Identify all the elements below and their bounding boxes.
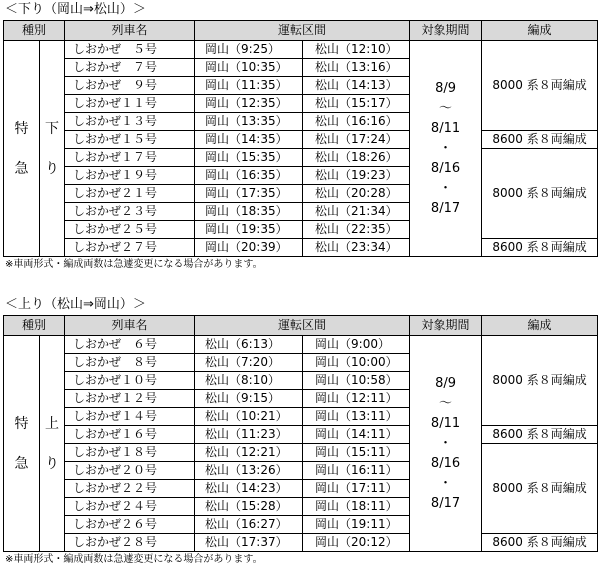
train-name: しおかぜ１０号: [65, 372, 195, 390]
arrival: 岡山（12:11）: [303, 390, 410, 408]
train-name: しおかぜ１３号: [65, 113, 195, 131]
departure: 岡山（13:35）: [195, 113, 303, 131]
departure: 松山（9:15）: [195, 390, 303, 408]
section-up: [3, 295, 597, 568]
train-name: しおかぜ１９号: [65, 167, 195, 185]
period-line: 8/11: [430, 415, 461, 431]
direction-cell: [40, 41, 65, 257]
train-name: しおかぜ２８号: [65, 534, 195, 552]
departure: 岡山（18:35）: [195, 203, 303, 221]
arrival: 岡山（9:00）: [303, 336, 410, 354]
departure: 岡山（14:35）: [195, 131, 303, 149]
section-title: ＜上り（松山⇒岡山）＞: [5, 297, 146, 312]
header-period: 対象期間: [410, 21, 482, 41]
period-line: ・: [439, 435, 453, 451]
departure: 松山（14:23）: [195, 480, 303, 498]
formation-cell: 8600 系８両編成: [482, 534, 598, 552]
train-name: しおかぜ１８号: [65, 444, 195, 462]
departure: 岡山（16:35）: [195, 167, 303, 185]
arrival: 岡山（17:11）: [303, 480, 410, 498]
footnote: ※車両形式・編成両数は急遽変更になる場合があります。: [5, 259, 263, 270]
header-category: 種別: [4, 316, 65, 336]
arrival: 松山（18:26）: [303, 149, 410, 167]
formation-cell: 8600 系８両編成: [482, 239, 598, 257]
section-down: [3, 0, 597, 273]
arrival: 松山（21:34）: [303, 203, 410, 221]
arrival: 松山（12:10）: [303, 41, 410, 59]
period-line: 8/16: [430, 160, 461, 176]
period-line: ～: [439, 100, 453, 116]
table-row: [4, 336, 598, 354]
arrival: 岡山（20:12）: [303, 534, 410, 552]
direction-char: 上: [45, 415, 59, 432]
period-line: ・: [439, 180, 453, 196]
arrival: 岡山（16:11）: [303, 462, 410, 480]
train-name: しおかぜ２７号: [65, 239, 195, 257]
departure: 松山（11:23）: [195, 426, 303, 444]
arrival: 岡山（15:11）: [303, 444, 410, 462]
header-train-name: 列車名: [65, 316, 195, 336]
header-section: 運転区間: [195, 21, 410, 41]
category-char: 急: [14, 160, 29, 177]
departure: 松山（10:21）: [195, 408, 303, 426]
period-line: 8/9: [435, 80, 456, 96]
formation-cell: 8600 系８両編成: [482, 131, 598, 149]
period-line: 8/16: [430, 455, 461, 471]
period-cell: [410, 336, 482, 552]
train-name: しおかぜ２６号: [65, 516, 195, 534]
footnote: ※車両形式・編成両数は急遽変更になる場合があります。: [5, 554, 263, 565]
table-row: [4, 239, 598, 257]
table-row: [4, 41, 598, 59]
arrival: 松山（17:24）: [303, 131, 410, 149]
arrival: 松山（20:28）: [303, 185, 410, 203]
formation-cell: 8000 系８両編成: [482, 41, 598, 131]
period-line: 8/11: [430, 120, 461, 136]
train-name: しおかぜ１４号: [65, 408, 195, 426]
train-name: しおかぜ ９号: [65, 77, 195, 95]
departure: 松山（17:37）: [195, 534, 303, 552]
category-cell: [4, 41, 40, 257]
departure: 岡山（15:35）: [195, 149, 303, 167]
train-name: しおかぜ１５号: [65, 131, 195, 149]
header-category: 種別: [4, 21, 65, 41]
train-name: しおかぜ２２号: [65, 480, 195, 498]
train-name: しおかぜ２０号: [65, 462, 195, 480]
period-line: 8/17: [430, 200, 461, 216]
train-name: しおかぜ ５号: [65, 41, 195, 59]
section-title: ＜下り（岡山⇒松山）＞: [5, 2, 146, 17]
departure: 岡山（20:39）: [195, 239, 303, 257]
train-name: しおかぜ ６号: [65, 336, 195, 354]
header-formation: 編成: [482, 316, 598, 336]
header-row: [4, 316, 598, 336]
arrival: 松山（13:16）: [303, 59, 410, 77]
period-line: 8/9: [435, 375, 456, 391]
header-period: 対象期間: [410, 316, 482, 336]
departure: 岡山（12:35）: [195, 95, 303, 113]
arrival: 松山（19:23）: [303, 167, 410, 185]
arrival: 松山（22:35）: [303, 221, 410, 239]
arrival: 松山（16:16）: [303, 113, 410, 131]
arrival: 岡山（18:11）: [303, 498, 410, 516]
arrival: 岡山（10:58）: [303, 372, 410, 390]
formation-cell: 8000 系８両編成: [482, 149, 598, 239]
arrival: 岡山（10:00）: [303, 354, 410, 372]
category-char: 急: [14, 455, 29, 472]
train-name: しおかぜ ７号: [65, 59, 195, 77]
formation-cell: 8000 系８両編成: [482, 336, 598, 426]
formation-cell: 8000 系８両編成: [482, 444, 598, 534]
arrival: 松山（14:13）: [303, 77, 410, 95]
table-row: [4, 444, 598, 462]
period-line: ～: [439, 395, 453, 411]
period-line: ・: [439, 475, 453, 491]
train-name: しおかぜ１６号: [65, 426, 195, 444]
direction-char: 下: [45, 120, 59, 137]
train-name: しおかぜ２５号: [65, 221, 195, 239]
direction-cell: [40, 336, 65, 552]
direction-char: り: [45, 160, 59, 177]
schedule-table: [3, 20, 598, 257]
formation-cell: 8600 系８両編成: [482, 426, 598, 444]
departure: 岡山（11:35）: [195, 77, 303, 95]
departure: 岡山（19:35）: [195, 221, 303, 239]
arrival: 岡山（13:11）: [303, 408, 410, 426]
table-row: [4, 131, 598, 149]
table-row: [4, 426, 598, 444]
arrival: 岡山（14:11）: [303, 426, 410, 444]
header-train-name: 列車名: [65, 21, 195, 41]
arrival: 松山（15:17）: [303, 95, 410, 113]
train-name: しおかぜ１２号: [65, 390, 195, 408]
category-char: 特: [14, 120, 29, 137]
train-name: しおかぜ２３号: [65, 203, 195, 221]
departure: 松山（7:20）: [195, 354, 303, 372]
departure: 岡山（10:35）: [195, 59, 303, 77]
period-line: ・: [439, 140, 453, 156]
departure: 岡山（17:35）: [195, 185, 303, 203]
departure: 松山（13:26）: [195, 462, 303, 480]
table-row: [4, 534, 598, 552]
header-section: 運転区間: [195, 316, 410, 336]
departure: 松山（12:21）: [195, 444, 303, 462]
schedule-table: [3, 315, 598, 552]
category-cell: [4, 336, 40, 552]
period-line: 8/17: [430, 495, 461, 511]
departure: 松山（8:10）: [195, 372, 303, 390]
period-cell: [410, 41, 482, 257]
departure: 岡山（9:25）: [195, 41, 303, 59]
departure: 松山（6:13）: [195, 336, 303, 354]
train-name: しおかぜ１７号: [65, 149, 195, 167]
train-name: しおかぜ ８号: [65, 354, 195, 372]
train-name: しおかぜ２４号: [65, 498, 195, 516]
header-row: [4, 21, 598, 41]
arrival: 松山（23:34）: [303, 239, 410, 257]
departure: 松山（15:28）: [195, 498, 303, 516]
header-formation: 編成: [482, 21, 598, 41]
category-char: 特: [14, 415, 29, 432]
train-name: しおかぜ１１号: [65, 95, 195, 113]
table-row: [4, 149, 598, 167]
train-name: しおかぜ２１号: [65, 185, 195, 203]
direction-char: り: [45, 455, 59, 472]
arrival: 岡山（19:11）: [303, 516, 410, 534]
departure: 松山（16:27）: [195, 516, 303, 534]
